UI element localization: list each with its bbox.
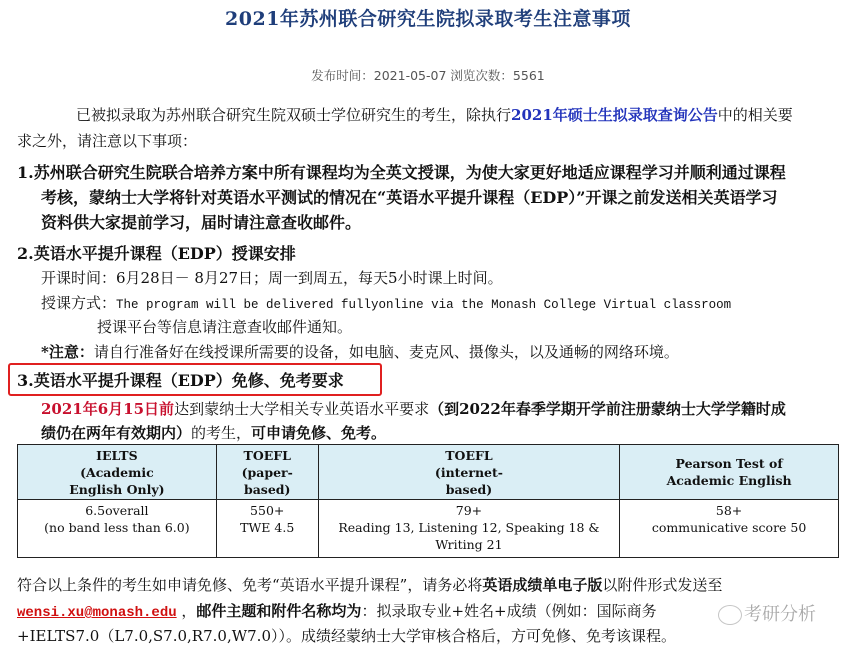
section1-line-2: 考核，蒙纳士大学将针对英语水平测试的情况在“英语水平提升课程（EDP）”开课之前发送相关英语学习	[41, 188, 778, 207]
cell-toefl-internet: 79+ Reading 13, Listening 12, Speaking 18 & Writing 21	[318, 500, 620, 558]
table-header-row	[18, 445, 839, 500]
candidates-text: 的考生，	[191, 424, 252, 442]
email-link[interactable]: wensi.xu@monash.edu	[17, 605, 177, 621]
intro-text: 已被拟录取为苏州联合研究生院双硕士学位研究生的考生，除执行	[76, 106, 512, 124]
footer-line-2	[17, 599, 657, 626]
cell-ielts: 6.5overall (no band less than 6.0)	[18, 500, 217, 558]
footer-text: 符合以上条件的考生如申请免修、免考“英语水平提升课程”，请务必将	[17, 576, 483, 594]
delivery-method-label: 授课方式：	[41, 294, 117, 312]
intro-line-1	[76, 103, 793, 128]
admission-notice-link[interactable]: 2021年硕士生拟录取查询公告	[511, 106, 718, 124]
transcript-emphasis: 英语成绩单电子版	[482, 576, 603, 594]
page-title: 2021年苏州联合研究生院拟录取考生注意事项	[225, 8, 631, 30]
section1-line-1: 1.苏州联合研究生院联合培养方案中所有课程均为全英文授课，为使大家更好地适应课程学习并顺利通过课程	[17, 163, 786, 182]
footer-text-cont: 以附件形式发送至	[602, 576, 723, 594]
subject-format: ：拟录取专业+姓名+成绩（例如：国际商务	[361, 602, 657, 620]
footer-line-1	[17, 573, 722, 598]
watermark	[718, 600, 816, 626]
subject-emphasis: 邮件主题和附件名称均为	[196, 602, 362, 620]
table-row	[18, 500, 839, 558]
section3-line-1	[41, 397, 786, 422]
wechat-icon	[718, 605, 742, 625]
platform-note: 授课平台等信息请注意查收邮件通知。	[97, 318, 353, 336]
intro-line-2: 求之外，请注意以下事项：	[17, 132, 198, 150]
section3-heading: 3.英语水平提升课程（EDP）免修、免考要求	[17, 371, 344, 390]
cell-pte: 58+ communicative score 50	[620, 500, 839, 558]
cell-toefl-paper: 550+ TWE 4.5	[216, 500, 318, 558]
deadline-date: 2021年6月15日前	[41, 400, 175, 418]
notice-label: *注意：	[41, 343, 94, 361]
views-count: 5561	[512, 68, 545, 83]
english-requirements-table	[17, 444, 839, 558]
watermark-text: 考研分析	[744, 604, 816, 625]
publish-time-label: 发布时间：	[311, 68, 374, 83]
equipment-notice	[41, 340, 679, 365]
notice-text: 请自行准备好在线授课所需要的设备，如电脑、麦克风、摄像头，以及通畅的网络环境。	[93, 343, 679, 361]
intro-text-cont: 中的相关要	[717, 106, 793, 124]
views-label: 浏览次数：	[450, 68, 513, 83]
validity-text-cont: 绩仍在两年有效期内）	[41, 424, 192, 442]
header-toefl-internet: TOEFL (internet- based)	[318, 445, 620, 500]
delivery-method-value: The program will be delivered fullyonline via the Monash College Virtual classroom	[116, 298, 732, 312]
article-meta	[0, 66, 856, 84]
separator: ，	[176, 602, 197, 620]
delivery-method	[41, 291, 731, 318]
course-schedule: 开课时间：6月28日－ 8月27日；周一到周五，每天5小时课上时间。	[41, 269, 503, 287]
header-toefl-paper: TOEFL (paper- based)	[216, 445, 318, 500]
section3-line-2	[41, 421, 386, 446]
footer-line-3: +IELTS7.0（L7.0,S7.0,R7.0,W7.0））。成绩经蒙纳士大学审核合格后，方可免修、免考该课程。	[17, 627, 676, 645]
validity-text: （到2022年春季学期开学前注册蒙纳士大学学籍时成	[429, 400, 786, 418]
section2-heading: 2.英语水平提升课程（EDP）授课安排	[17, 244, 296, 263]
header-pte: Pearson Test of Academic English	[620, 445, 839, 500]
section1-line-3: 资料供大家提前学习，届时请注意查收邮件。	[41, 213, 362, 232]
header-ielts: IELTS (Academic English Only)	[18, 445, 217, 500]
publish-date: 2021-05-07	[373, 68, 447, 83]
exemption-text: 可申请免修、免考。	[251, 424, 387, 442]
requirement-text: 达到蒙纳士大学相关专业英语水平要求	[174, 400, 430, 418]
